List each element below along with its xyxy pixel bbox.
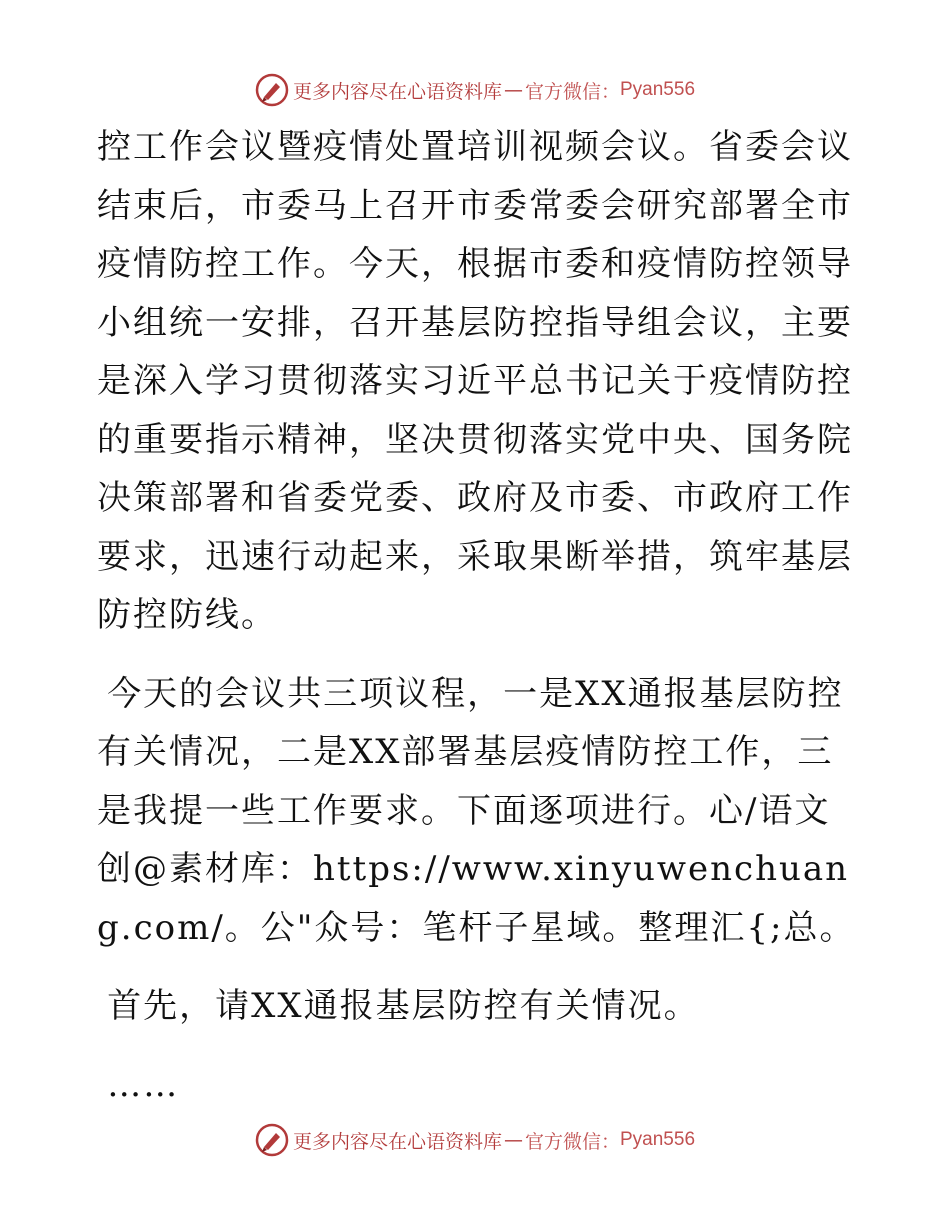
paragraph-3: 首先，请XX通报基层防控有关情况。	[107, 986, 700, 1026]
header-watermark	[0, 70, 950, 110]
watermark-brand-text: 更多内容尽在心语资料库	[292, 80, 502, 103]
watermark-wechat-id: Pyan556	[620, 1129, 696, 1150]
pen-logo-icon	[255, 1123, 289, 1157]
pen-logo-icon	[255, 73, 289, 107]
watermark-wechat-label: 官方微信：	[524, 1130, 620, 1153]
watermark-wechat-id: Pyan556	[620, 79, 696, 100]
footer-watermark	[0, 1120, 950, 1160]
watermark-separator: —	[503, 1129, 523, 1151]
document-body	[97, 118, 857, 1114]
watermark-brand-text: 更多内容尽在心语资料库	[292, 1130, 502, 1153]
watermark-separator: —	[503, 79, 523, 101]
watermark-wechat-label: 官方微信：	[524, 80, 620, 103]
paragraph-1: 控工作会议暨疫情处置培训视频会议。省委会议结束后，市委马上召开市委常委会研究部署全市疫情防控工作。今天，根据市委和疫情防控领导小组统一安排，召开基层防控指导组会议，主要是深入学习贯彻落实习近平总书记关于疫情防控的重要指示精神，坚决贯彻落实党中央、国务院决策部署和省委党委、政府及市委、市政府工作要求，迅速行动起来，采取果断举措，筑牢基层防控防线。	[97, 127, 853, 635]
paragraph-2: 今天的会议共三项议程，一是XX通报基层防控有关情况，二是XX部署基层疫情防控工作，三是我提一些工作要求。下面逐项进行。心/语文创@素材库：https://www.xinyuwenchuang.com/。公"众号：笔杆子星域。整理汇{;总。	[97, 673, 856, 948]
paragraph-4-ellipsis: ……	[107, 1064, 180, 1105]
